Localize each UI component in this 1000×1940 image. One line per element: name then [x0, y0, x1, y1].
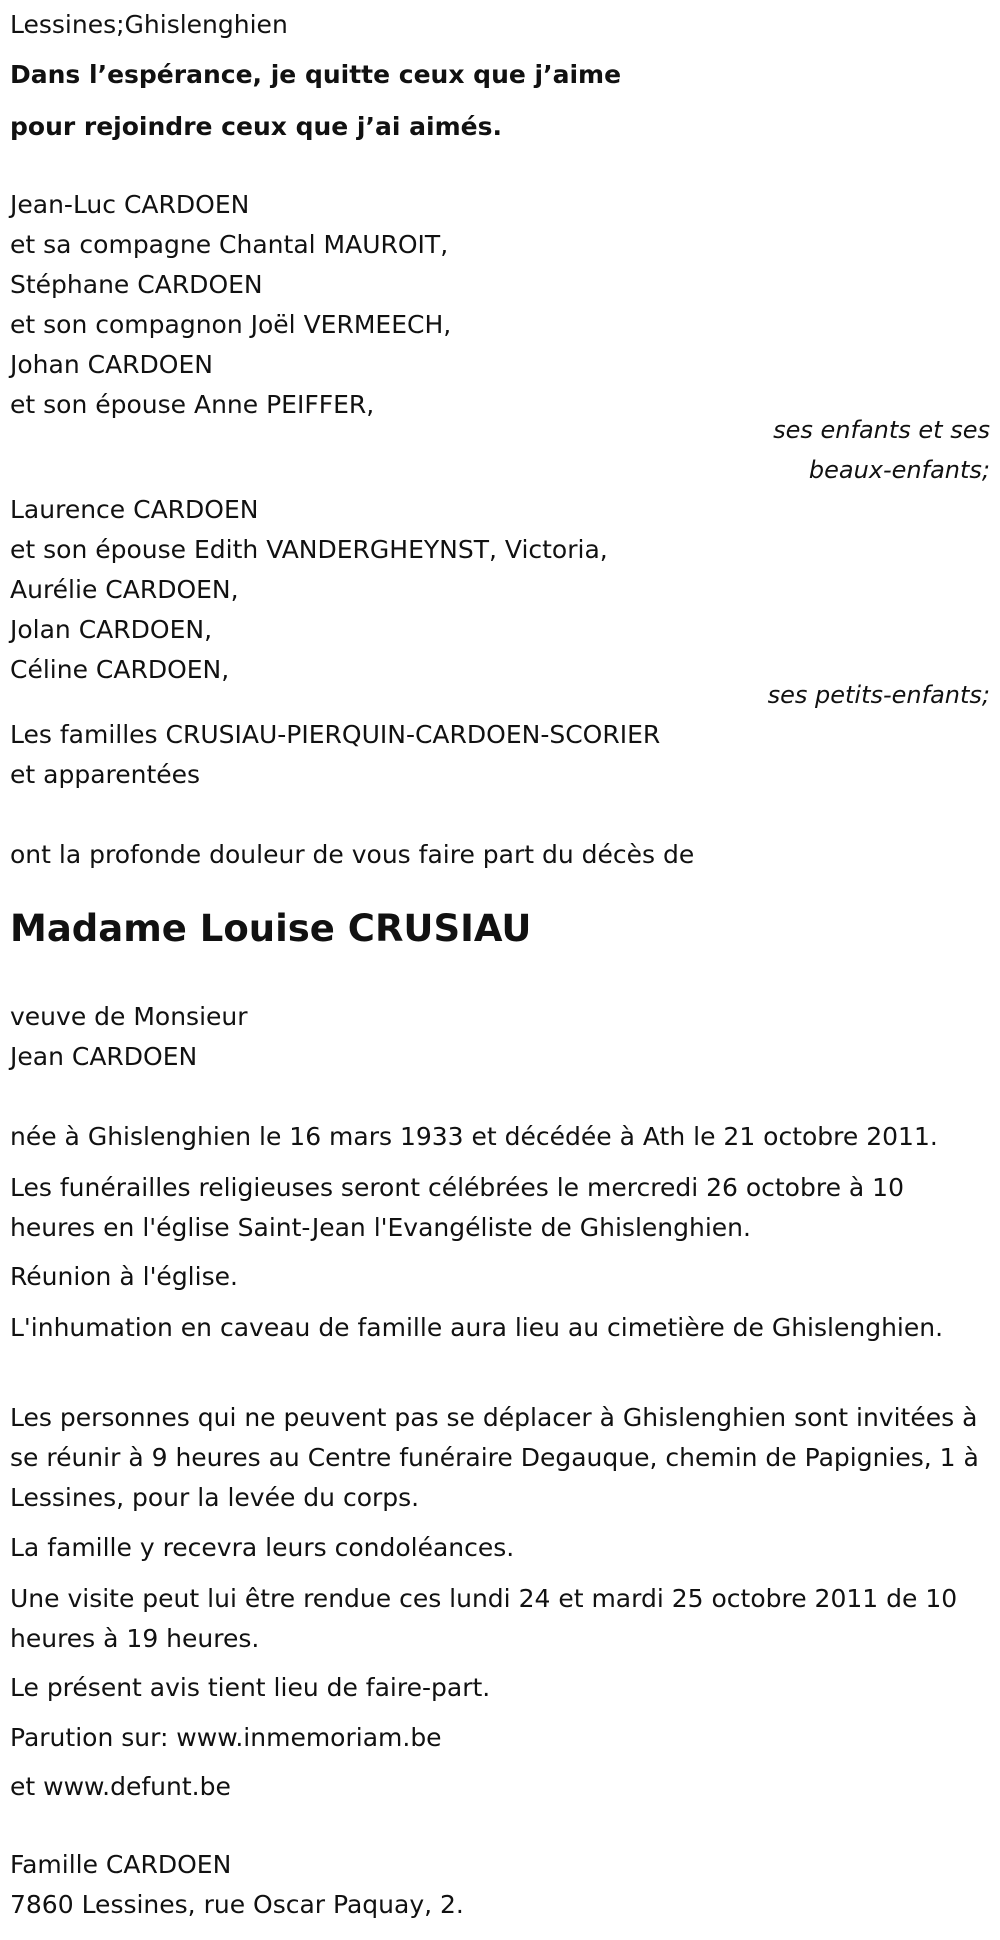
location-line: Lessines;Ghislenghien — [10, 10, 288, 39]
grandchildren-role: ses petits-enfants; — [767, 681, 990, 709]
publication-line-2: et www.defunt.be — [10, 1772, 231, 1801]
detail-paragraph: Les personnes qui ne peuvent pas se déplacer à Ghislenghien sont invitées à se réunir à 9 heures au Centre funéraire Degauque, chemin de Papignies, 1 à Lessines, pour la levée du corps. — [10, 1403, 979, 1512]
deceased-name: Madame Louise CRUSIAU — [10, 907, 532, 950]
grandchild-line: Jolan CARDOEN, — [10, 615, 213, 644]
footer-family: Famille CARDOEN — [10, 1850, 232, 1879]
detail-paragraph: L'inhumation en caveau de famille aura lieu au cimetière de Ghislenghien. — [10, 1313, 944, 1342]
child-line: Jean-Luc CARDOEN — [10, 190, 250, 219]
detail-paragraph: La famille y recevra leurs condoléances. — [10, 1533, 515, 1562]
families-line-1: Les familles CRUSIAU-PIERQUIN-CARDOEN-SCORIER — [10, 720, 661, 749]
grandchild-line: Laurence CARDOEN — [10, 495, 259, 524]
detail-paragraph: Une visite peut lui être rendue ces lundi 24 et mardi 25 octobre 2011 de 10 heures à 19 heures. — [10, 1584, 958, 1653]
announcement-line: ont la profonde douleur de vous faire part du décès de — [10, 840, 695, 869]
children-role-line-1: ses enfants et ses — [773, 416, 990, 444]
widow-line-2: Jean CARDOEN — [10, 1042, 198, 1071]
grandchild-line: et son épouse Edith VANDERGHEYNST, Victoria, — [10, 535, 608, 564]
detail-paragraph: Les funérailles religieuses seront célébrées le mercredi 26 octobre à 10 heures en l'église Saint-Jean l'Evangéliste de Ghislenghien. — [10, 1173, 904, 1242]
detail-paragraph: Réunion à l'église. — [10, 1262, 238, 1291]
publication-line: Parution sur: www.inmemoriam.be — [10, 1723, 442, 1752]
child-line: et son compagnon Joël VERMEECH, — [10, 310, 452, 339]
widow-line-1: veuve de Monsieur — [10, 1002, 248, 1031]
quote-line-2: pour rejoindre ceux que j’ai aimés. — [10, 112, 502, 141]
footer-address: 7860 Lessines, rue Oscar Paquay, 2. — [10, 1890, 464, 1919]
child-line: et son épouse Anne PEIFFER, — [10, 390, 375, 419]
grandchild-line: Aurélie CARDOEN, — [10, 575, 239, 604]
detail-paragraph: née à Ghislenghien le 16 mars 1933 et décédée à Ath le 21 octobre 2011. — [10, 1122, 938, 1151]
detail-paragraph: Le présent avis tient lieu de faire-part. — [10, 1673, 491, 1702]
child-line: Johan CARDOEN — [10, 350, 213, 379]
children-role-line-2: beaux-enfants; — [808, 456, 990, 484]
child-line: Stéphane CARDOEN — [10, 270, 263, 299]
child-line: et sa compagne Chantal MAUROIT, — [10, 230, 449, 259]
families-line-2: et apparentées — [10, 760, 201, 789]
grandchild-line: Céline CARDOEN, — [10, 655, 230, 684]
quote-line-1: Dans l’espérance, je quitte ceux que j’aime — [10, 60, 622, 89]
